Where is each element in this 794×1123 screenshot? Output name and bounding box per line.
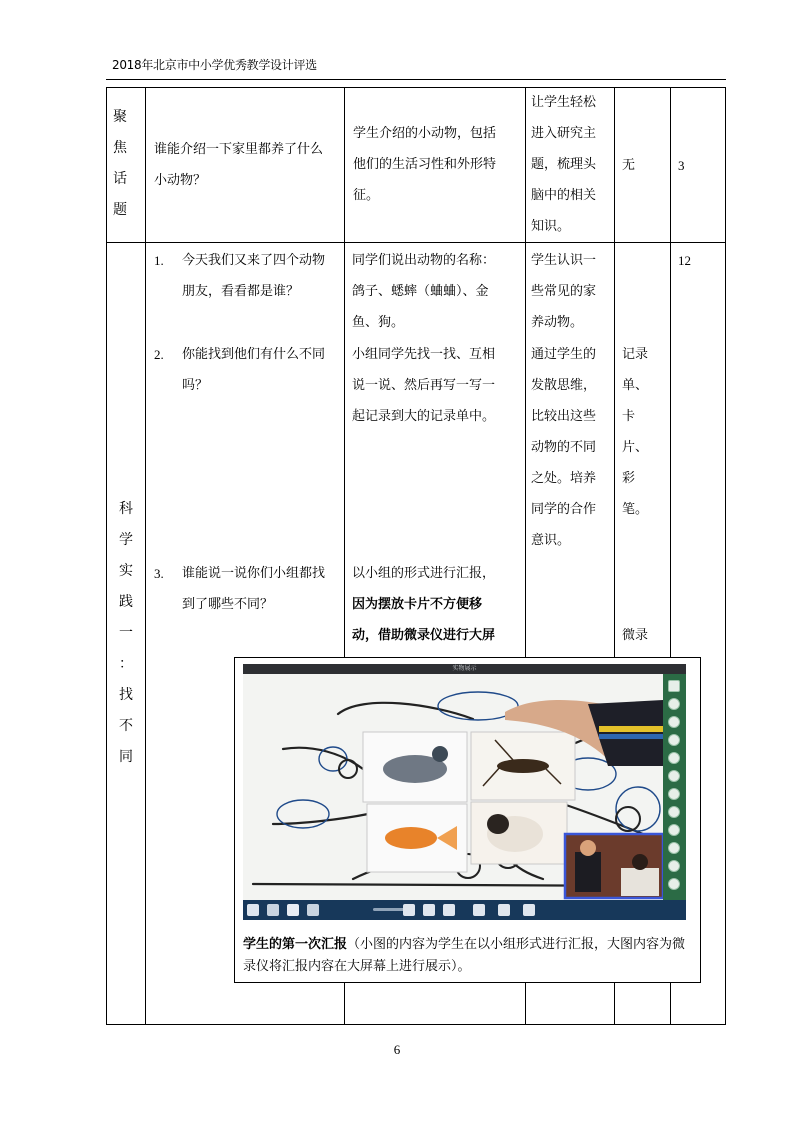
tool-button — [668, 842, 680, 854]
text-line: 记录 — [622, 347, 649, 362]
tool-button — [668, 788, 680, 800]
stage-char: 实 — [119, 563, 133, 579]
taskbar-icon — [247, 904, 259, 916]
text-line: 比较出这些 — [531, 409, 597, 424]
sleeve-stripe — [599, 726, 663, 732]
text-line: 让学生轻松 — [531, 95, 597, 110]
stage-char: 聚 — [113, 109, 127, 125]
student-activity — [352, 245, 495, 338]
row-divider — [106, 242, 726, 243]
student-activity — [353, 118, 496, 211]
taskbar-icon — [287, 904, 299, 916]
tool-button — [668, 680, 680, 692]
text-line: 到了哪些不同？ — [182, 597, 274, 612]
col-border — [106, 87, 107, 1025]
text-line: 单、 — [622, 378, 649, 393]
dog-head — [487, 814, 509, 834]
text-line: 谁能介绍一下家里都养了什么 — [154, 142, 324, 157]
sleeve — [588, 700, 663, 766]
stage-char: 学 — [119, 532, 133, 548]
question-number: 3. — [154, 566, 164, 581]
col-border — [145, 87, 146, 1025]
table-top-border — [106, 87, 726, 88]
text-line: 卡 — [622, 409, 636, 424]
student-activity — [352, 558, 495, 651]
text-line: 他们的生活习性和外形特 — [353, 157, 497, 172]
text-line: 知识。 — [531, 219, 571, 234]
screen-taskbar — [243, 900, 686, 920]
text-line: 小组同学先找一找、互相 — [352, 347, 496, 362]
text-line: 进入研究主 — [531, 126, 597, 141]
text-line: 通过学生的 — [531, 347, 597, 362]
text-line: 你能找到他们有什么不同 — [182, 347, 326, 362]
text-line: 片、 — [622, 440, 649, 455]
text-line: 说一说、然后再写一写一 — [352, 378, 496, 393]
text-line: 养动物。 — [531, 315, 584, 330]
document-header: 2018年北京市中小学优秀教学设计评选 — [112, 58, 317, 72]
text-line: 起记录到大的记录单中。 — [352, 409, 496, 424]
materials: 无 — [622, 158, 636, 173]
page-number: 6 — [393, 1042, 401, 1057]
text-line: 谁能说一说你们小组都找 — [182, 566, 326, 581]
student-activity — [352, 339, 495, 432]
caption-text: （小图的内容为学生在以小组形式进行汇报，大图内容为微录仪将汇报内容在大屏幕上进行展示）。 — [243, 937, 686, 974]
stage-char: 一 — [119, 625, 133, 641]
text-line: 以小组的形式进行汇报， — [352, 566, 496, 581]
taskbar-icon — [498, 904, 510, 916]
text-line: 朋友，看看都是谁？ — [182, 284, 300, 299]
design-intent — [531, 87, 596, 242]
text-line: 鸽子、蟋蟀（蛐蛐）、金 — [352, 284, 489, 299]
map-line — [273, 814, 368, 824]
text-line: 彩 — [622, 471, 636, 486]
text-line: 吗？ — [182, 378, 209, 393]
text-line: 征。 — [353, 188, 380, 203]
text-line: 动物的不同 — [531, 440, 597, 455]
teacher-question — [182, 245, 325, 307]
text-line: 同学的合作 — [531, 502, 597, 517]
tool-sidebar — [663, 674, 686, 900]
table-bottom-border — [106, 1024, 726, 1025]
taskbar-icon — [443, 904, 455, 916]
text-line: 之处。培养 — [531, 471, 597, 486]
text-line: 学生介绍的小动物，包括 — [353, 126, 497, 141]
stage-char: ： — [119, 656, 133, 672]
stage-label — [110, 102, 130, 226]
minutes: 3 — [678, 158, 685, 173]
tool-button — [668, 716, 680, 728]
classroom-screenshot — [243, 664, 686, 920]
student-head — [632, 854, 648, 870]
text-line: 题，梳理头 — [531, 157, 597, 172]
question-number: 2. — [154, 347, 164, 362]
taskbar-icon — [307, 904, 319, 916]
header-rule — [106, 79, 726, 80]
text-line: 小动物？ — [154, 173, 207, 188]
stage-char: 践 — [119, 594, 133, 610]
stage-char: 科 — [119, 501, 133, 517]
text-line: 今天我们又来了四个动物 — [182, 253, 326, 268]
design-intent — [531, 245, 596, 338]
text-line: 些常见的家 — [531, 284, 597, 299]
taskbar-icon — [423, 904, 435, 916]
pigeon-head — [432, 746, 448, 762]
student-figure — [575, 852, 601, 892]
stage-char: 题 — [113, 202, 127, 218]
materials — [622, 339, 648, 525]
text-line: 意识。 — [531, 533, 571, 548]
text-line: 脑中的相关 — [531, 188, 597, 203]
tool-button — [668, 860, 680, 872]
text-line: 动，借助微录仪进行大屏 — [352, 628, 496, 643]
caption-title: 学生的第一次汇报 — [243, 937, 348, 952]
text-line: 发散思维， — [531, 378, 597, 393]
minutes: 12 — [678, 253, 691, 268]
tool-button — [668, 752, 680, 764]
taskbar-icon — [473, 904, 485, 916]
stage-char: 同 — [119, 749, 133, 765]
text-line: 笔。 — [622, 502, 649, 517]
materials: 微录 — [622, 628, 649, 643]
goldfish-body — [385, 827, 437, 849]
idea-bubble — [319, 747, 347, 771]
taskbar-icon — [267, 904, 279, 916]
student-figure — [621, 868, 659, 896]
text-line: 鱼、狗。 — [352, 315, 405, 330]
text-line: 学生认识一 — [531, 253, 597, 268]
cricket-body — [497, 759, 549, 773]
table-right-border — [725, 87, 726, 1025]
tool-button — [668, 770, 680, 782]
text-line: 因为摆放卡片不方便移 — [352, 597, 483, 612]
tool-button — [668, 734, 680, 746]
stage-char: 不 — [119, 718, 133, 734]
tool-button — [668, 806, 680, 818]
teacher-question — [182, 339, 325, 401]
tool-button — [668, 698, 680, 710]
teacher-question — [182, 558, 325, 620]
projected-worksheet — [243, 674, 663, 900]
stage-label — [116, 494, 136, 773]
taskbar-icon — [523, 904, 535, 916]
stage-char: 焦 — [113, 140, 127, 156]
tool-button — [668, 824, 680, 836]
stage-char: 话 — [113, 171, 127, 187]
student-head — [580, 840, 596, 856]
tool-button — [668, 878, 680, 890]
screen-window-title: 实物展示 — [452, 665, 477, 672]
figure-caption — [243, 934, 695, 978]
stage-char: 找 — [119, 687, 133, 703]
worksheet-drawing — [243, 674, 663, 900]
text-line: 同学们说出动物的名称： — [352, 253, 496, 268]
teacher-activity — [154, 134, 323, 196]
question-number: 1. — [154, 253, 164, 268]
sleeve-stripe — [599, 734, 663, 739]
design-intent — [531, 339, 596, 556]
screen-title-bar — [243, 664, 686, 674]
taskbar-icon — [403, 904, 415, 916]
